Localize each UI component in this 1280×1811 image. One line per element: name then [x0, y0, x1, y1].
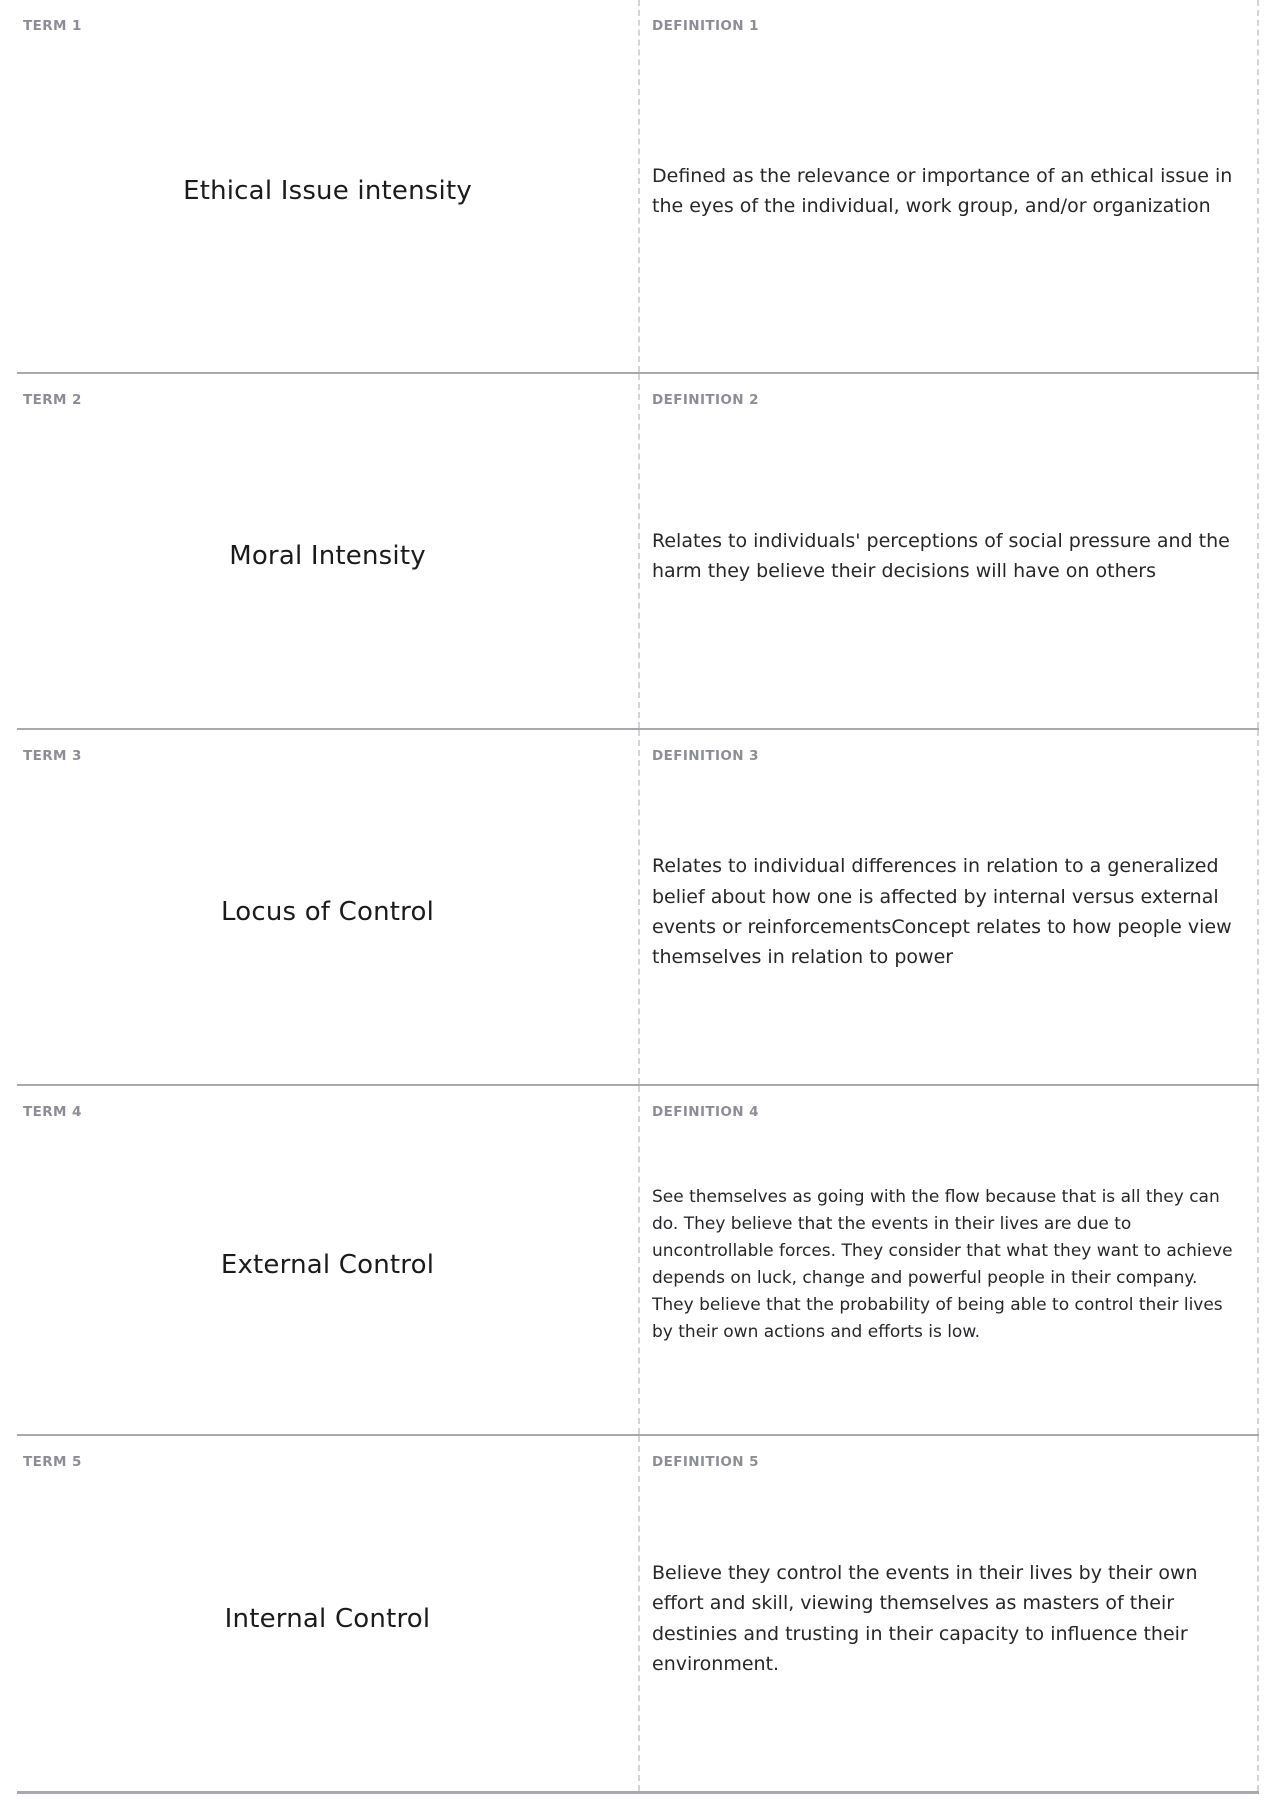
term-cell: [17, 0, 638, 372]
flashcard-row: [17, 372, 1259, 728]
term-cell: [17, 374, 638, 728]
term-text: Internal Control: [224, 1603, 431, 1634]
flashcard-row: [17, 1084, 1259, 1434]
definition-label: DEFINITION 2: [652, 392, 759, 408]
definition-cell: [638, 374, 1259, 728]
definition-text: Relates to individuals' perceptions of social pressure and the harm they believe their decisions will have on others: [652, 529, 1230, 582]
definition-cell: [638, 1086, 1259, 1434]
flashcard-row: [17, 0, 1259, 372]
definition-label: DEFINITION 3: [652, 748, 759, 764]
term-text: Moral Intensity: [229, 541, 426, 571]
definition-cell: [638, 730, 1259, 1084]
term-label: TERM 1: [23, 18, 82, 34]
term-cell: [17, 1086, 638, 1434]
definition-label: DEFINITION 4: [652, 1104, 759, 1120]
term-cell: [17, 730, 638, 1084]
term-cell: [17, 1436, 638, 1791]
definition-label: DEFINITION 5: [652, 1454, 759, 1470]
flashcard-row: [17, 728, 1259, 1084]
definition-text: Believe they control the events in their lives by their own effort and skill, viewing themselves as masters of their destinies and trusting in their capacity to influence their environment.: [652, 1561, 1198, 1675]
term-text: External Control: [220, 1250, 435, 1280]
definition-label: DEFINITION 1: [652, 18, 759, 34]
definition-text: Defined as the relevance or importance of an ethical issue in the eyes of the individual, work group, and/or organization: [652, 164, 1233, 217]
flashcard-row: [17, 1434, 1259, 1791]
definition-cell: [638, 0, 1259, 372]
term-text: Ethical Issue intensity: [183, 176, 472, 206]
definition-text: See themselves as going with the flow because that is all they can do. They believe that the events in their lives are due to uncontrollable forces. They consider that what they want to achieve depends on luck, change and powerful people in their company. They believe that the probability of being able to control their lives by their own actions and efforts is low.: [652, 1187, 1233, 1342]
term-label: TERM 2: [23, 392, 82, 408]
term-text: Locus of Control: [220, 897, 435, 927]
flashcard-sheet: [17, 0, 1259, 1794]
term-label: TERM 5: [23, 1454, 82, 1470]
term-label: TERM 3: [23, 748, 82, 764]
definition-text: Relates to individual differences in relation to a generalized belief about how one is affected by internal versus external events or reinforcementsConcept relates to how people view themselves in relation to power: [652, 855, 1232, 969]
term-label: TERM 4: [23, 1104, 82, 1120]
definition-cell: [638, 1436, 1259, 1791]
